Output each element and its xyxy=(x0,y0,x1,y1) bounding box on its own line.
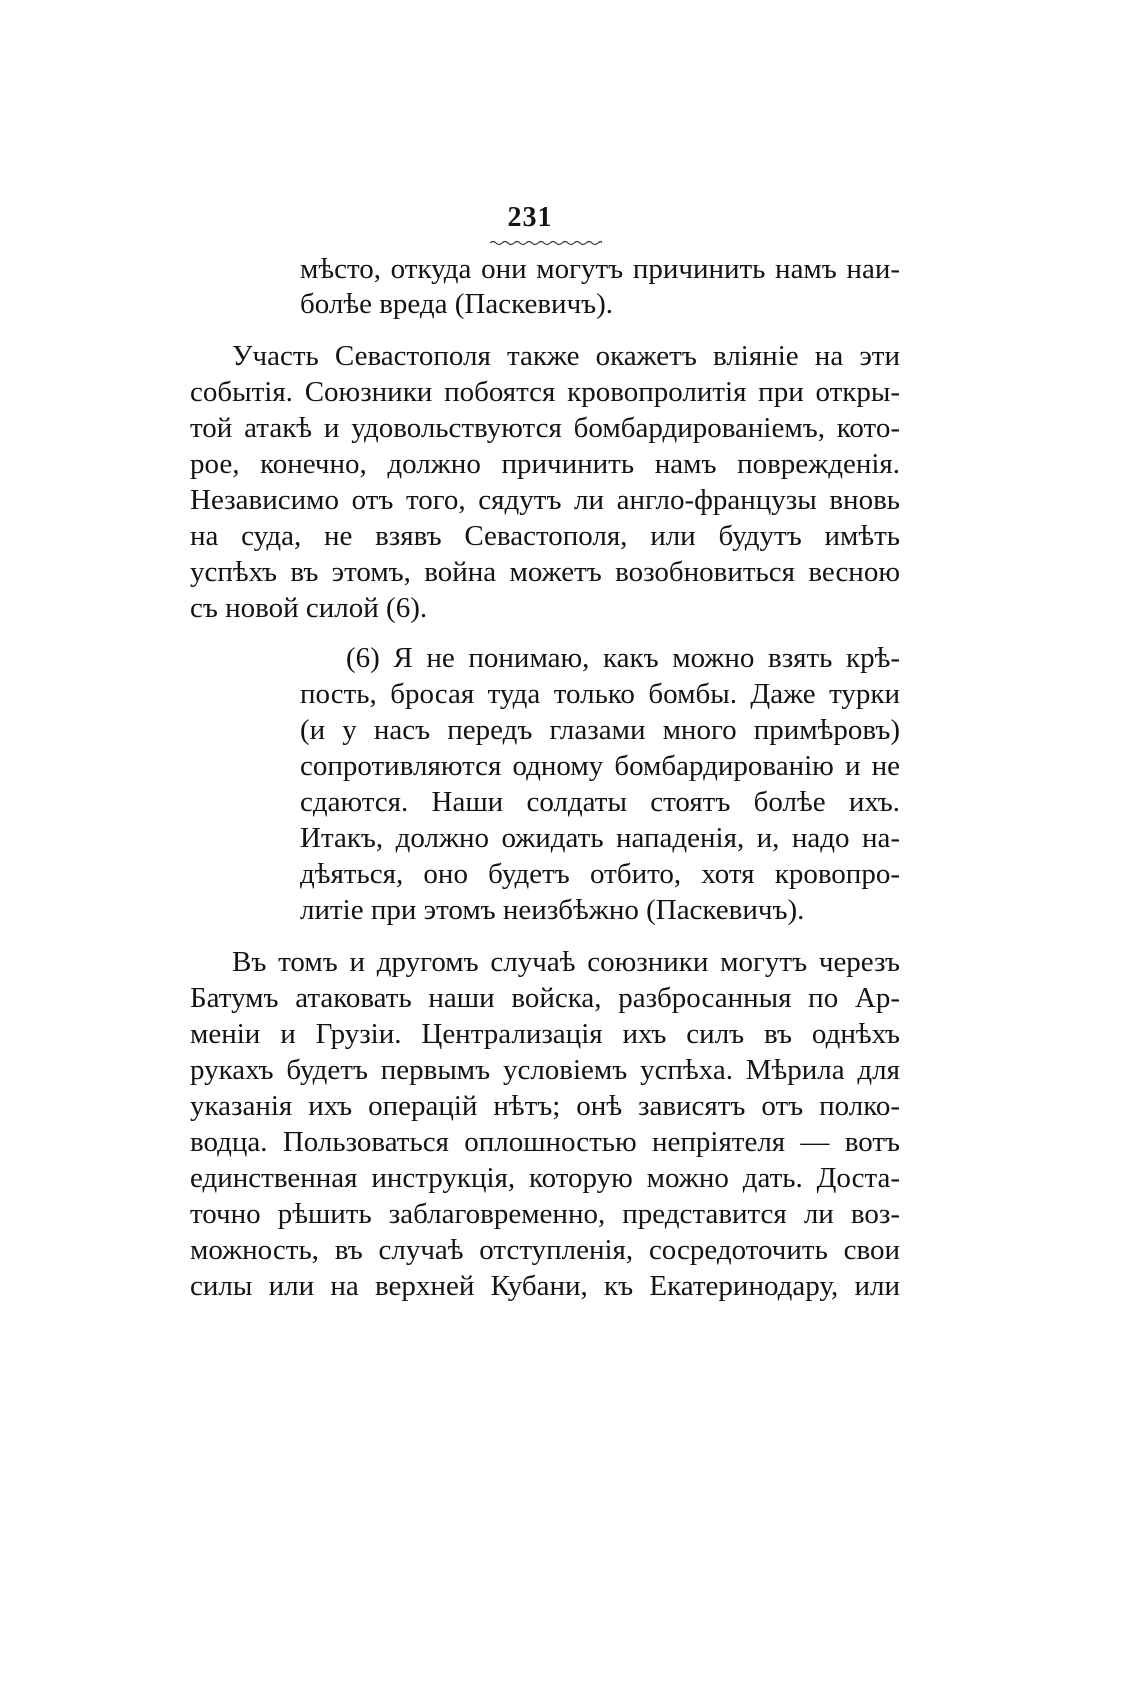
paragraph-line: Независимо отъ того, сядутъ ли англо-французы вновь xyxy=(190,484,900,516)
paragraph-line: на суда, не взявъ Севастополя, или будутъ имѣть xyxy=(190,520,900,552)
paragraph-line: съ новой силой (6). xyxy=(190,592,428,624)
page-number: 231 xyxy=(507,202,553,233)
paragraph-line: можность, въ случаѣ отступленія, сосредоточить свои xyxy=(190,1234,900,1266)
note-line: сопротивляются одному бомбардированію и не xyxy=(300,750,900,782)
note-line: литіе при этомъ неизбѣжно (Паскевичъ). xyxy=(300,894,805,926)
paragraph-line: той атакѣ и удовольствуются бомбардированіемъ, кото- xyxy=(190,412,900,444)
paragraph-line: Въ томъ и другомъ случаѣ союзники могутъ черезъ xyxy=(232,946,900,978)
paragraph-line: Участь Севастополя также окажетъ вліяніе на эти xyxy=(232,340,900,372)
paragraph-line: рукахъ будетъ первымъ условіемъ успѣха. Мѣрила для xyxy=(190,1054,900,1086)
paragraph-line: единственная инструкція, которую можно дать. Доста- xyxy=(190,1162,900,1194)
wavy-rule xyxy=(490,240,602,246)
note-line: (6) Я не понимаю, какъ можно взять крѣ- xyxy=(346,642,900,674)
paragraph-line: успѣхъ въ этомъ, война можетъ возобновиться весною xyxy=(190,556,900,588)
continuation-line: мѣсто, откуда они могутъ причинить намъ наи- xyxy=(300,253,900,285)
note-line: сдаются. Наши солдаты стоятъ болѣе ихъ. xyxy=(300,786,900,818)
note-line: дѣяться, оно будетъ отбито, хотя кровопро- xyxy=(300,858,900,890)
paragraph-line: силы или на верхней Кубани, къ Екатеринодару, или xyxy=(190,1270,900,1302)
paragraph-line: водца. Пользоваться оплошностью непріятеля — вотъ xyxy=(190,1126,900,1158)
note-line: пость, бросая туда только бомбы. Даже турки xyxy=(300,678,900,710)
continuation-line: болѣе вреда (Паскевичъ). xyxy=(300,288,614,320)
paragraph-line: точно рѣшить заблаговременно, представится ли воз- xyxy=(190,1198,900,1230)
paragraph-line: указанія ихъ операцій нѣтъ; онѣ зависятъ отъ полко- xyxy=(190,1090,900,1122)
note-line: (и у насъ передъ глазами много примѣровъ) xyxy=(300,714,900,746)
paragraph-line: Батумъ атаковать наши войска, разбросанныя по Ар- xyxy=(190,982,900,1014)
paragraph-line: меніи и Грузіи. Централизація ихъ силъ въ однѣхъ xyxy=(190,1018,900,1050)
paragraph-line: рое, конечно, должно причинить намъ поврежденія. xyxy=(190,448,900,480)
note-line: Итакъ, должно ожидать нападенія, и, надо на- xyxy=(300,822,900,854)
paragraph-line: событія. Союзники побоятся кровопролитія при откры- xyxy=(190,376,900,408)
